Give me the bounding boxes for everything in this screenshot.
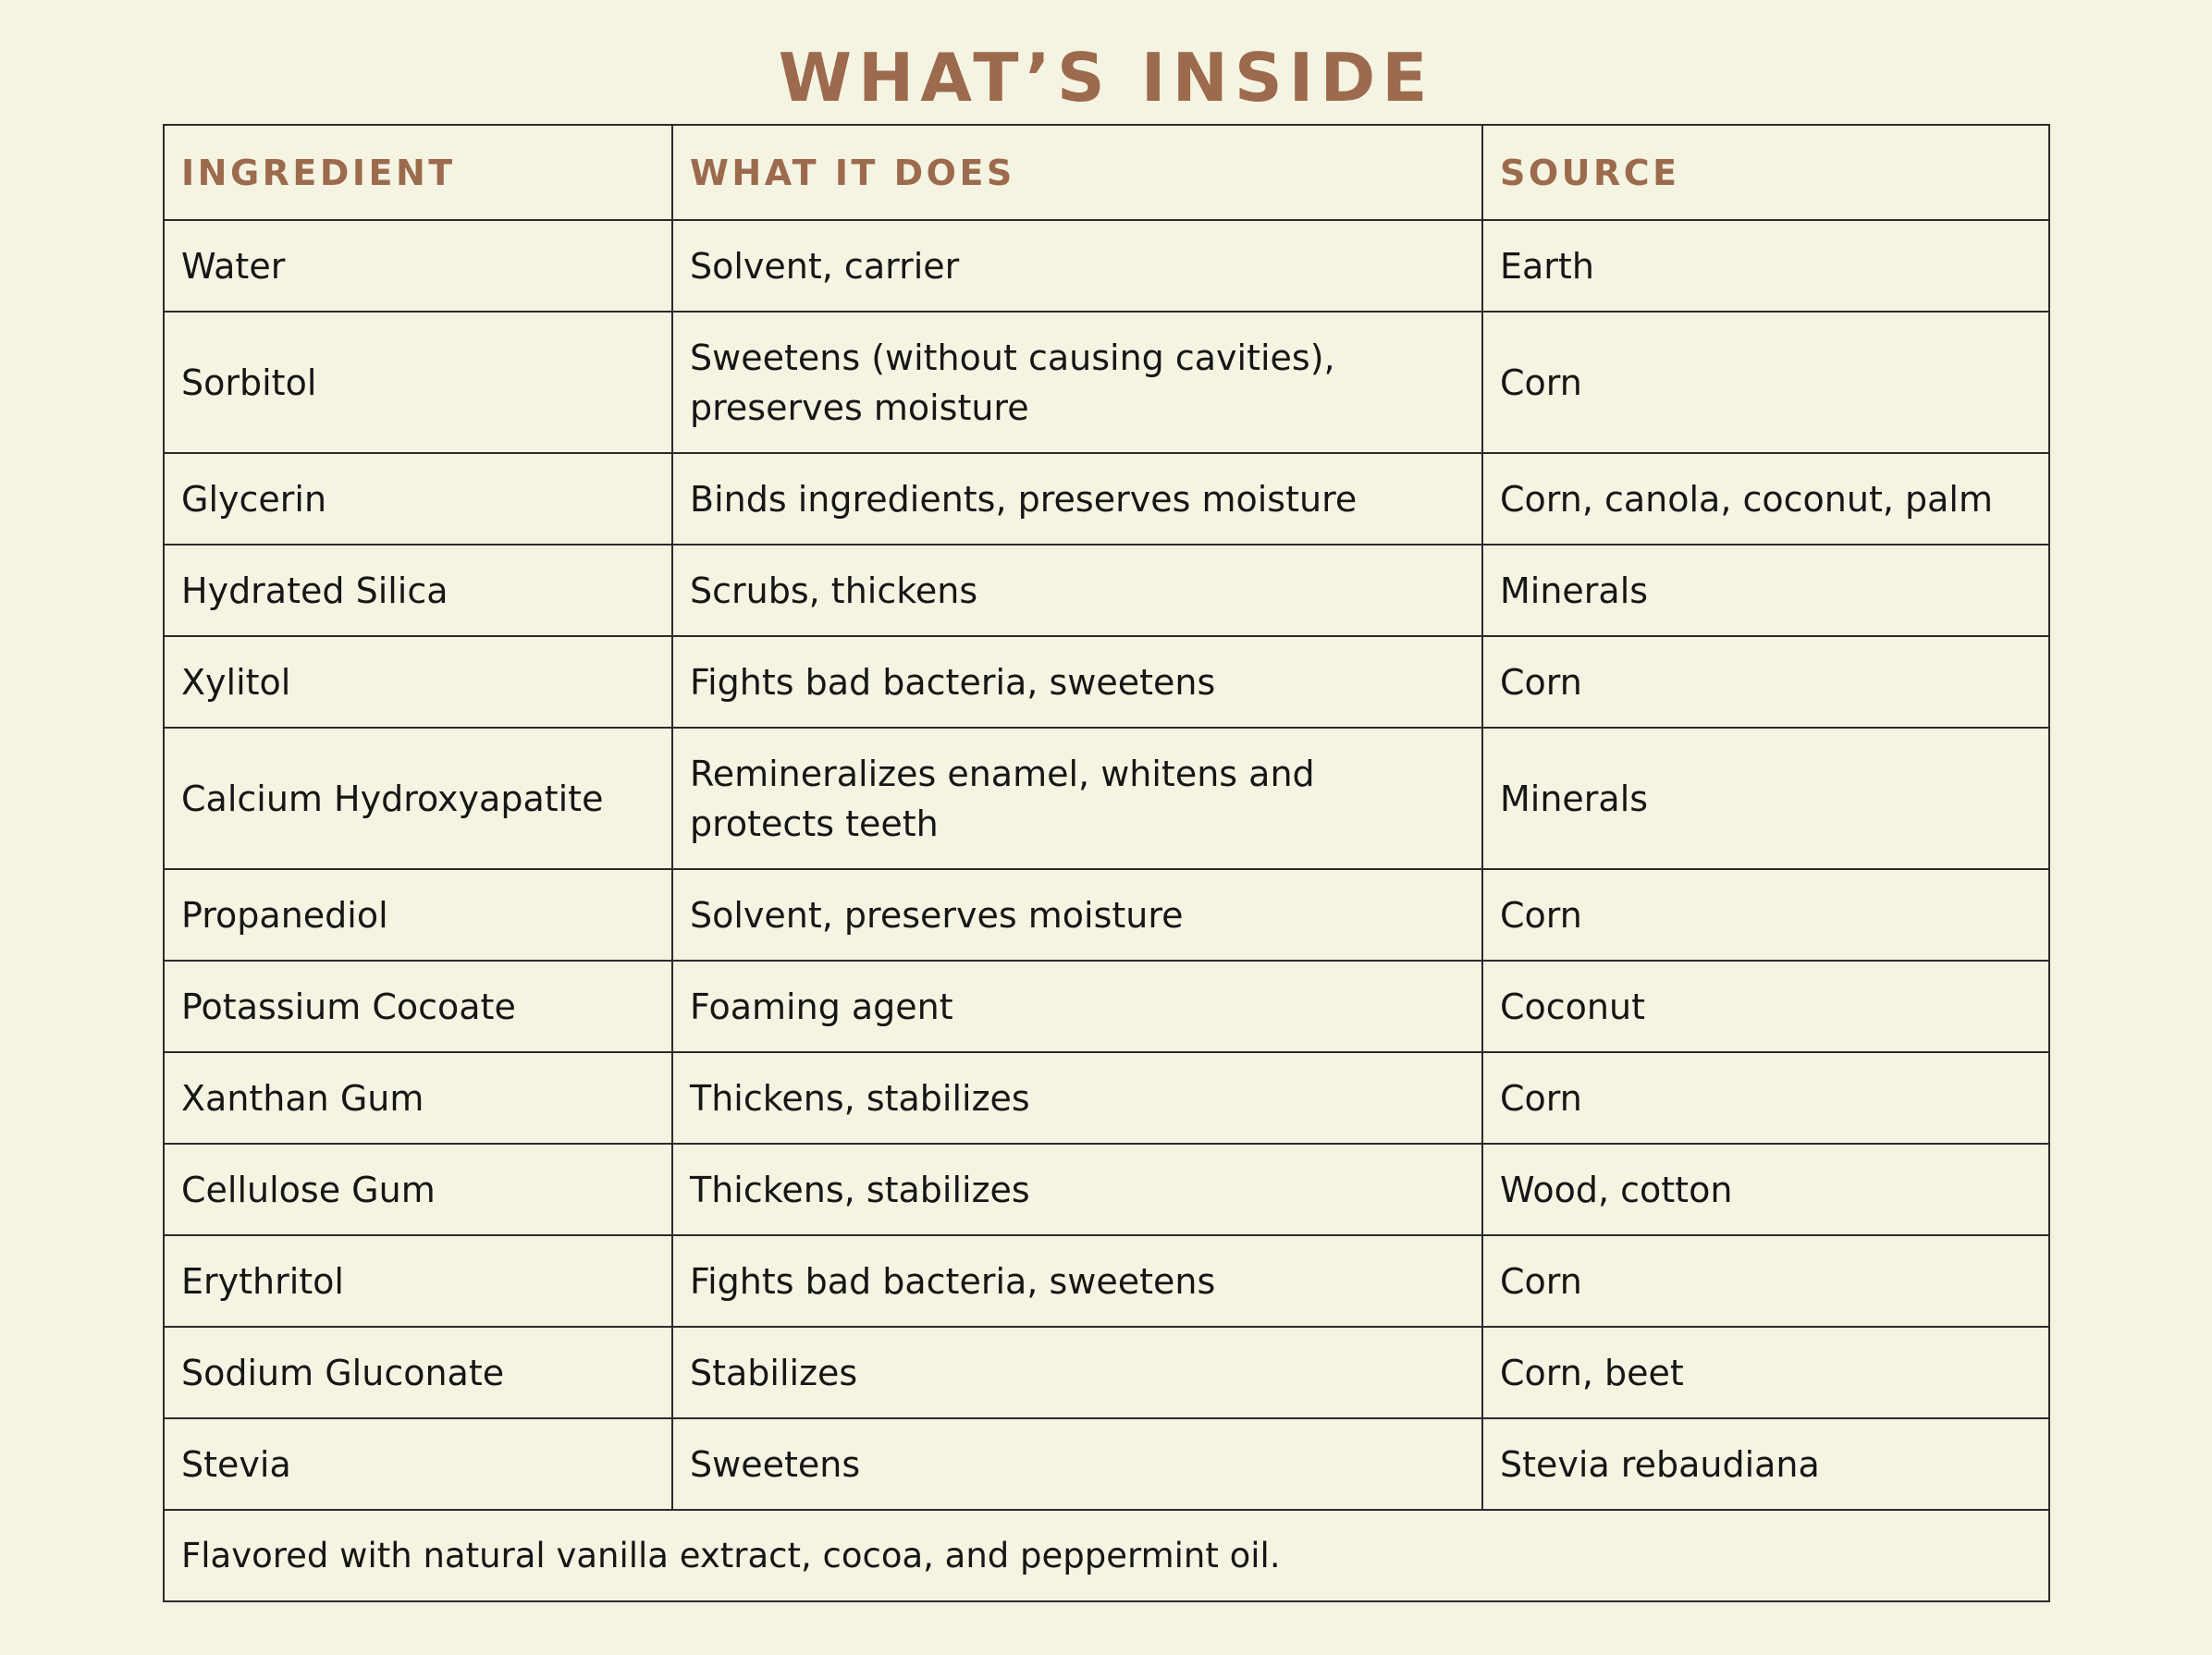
ingredient-cell: Hydrated Silica <box>164 545 672 636</box>
header-ingredient: INGREDIENT <box>164 125 672 220</box>
table-row <box>164 220 2049 312</box>
table-row <box>164 545 2049 636</box>
table-row <box>164 1327 2049 1418</box>
ingredient-cell: Glycerin <box>164 453 672 545</box>
ingredient-cell: Cellulose Gum <box>164 1144 672 1235</box>
source-cell: Corn, canola, coconut, palm <box>1482 453 2049 545</box>
ingredient-cell: Potassium Cocoate <box>164 961 672 1052</box>
ingredient-cell: Sorbitol <box>164 312 672 453</box>
ingredient-cell: Propanediol <box>164 869 672 961</box>
ingredient-cell: Xylitol <box>164 636 672 728</box>
function-cell: Fights bad bacteria, sweetens <box>672 1235 1482 1327</box>
table-row <box>164 1235 2049 1327</box>
table-row <box>164 453 2049 545</box>
ingredient-cell: Erythritol <box>164 1235 672 1327</box>
ingredient-cell: Sodium Gluconate <box>164 1327 672 1418</box>
source-cell: Wood, cotton <box>1482 1144 2049 1235</box>
function-cell: Binds ingredients, preserves moisture <box>672 453 1482 545</box>
table-row <box>164 1144 2049 1235</box>
ingredient-cell: Calcium Hydroxyapatite <box>164 728 672 869</box>
header-what-it-does: WHAT IT DOES <box>672 125 1482 220</box>
source-cell: Corn <box>1482 869 2049 961</box>
table-row <box>164 1418 2049 1510</box>
ingredients-table <box>163 124 2050 1602</box>
function-cell: Thickens, stabilizes <box>672 1144 1482 1235</box>
source-cell: Coconut <box>1482 961 2049 1052</box>
table-row <box>164 728 2049 869</box>
function-cell: Fights bad bacteria, sweetens <box>672 636 1482 728</box>
function-cell: Remineralizes enamel, whitens and protects teeth <box>672 728 1482 869</box>
source-cell: Minerals <box>1482 728 2049 869</box>
flavor-note: Flavored with natural vanilla extract, cocoa, and peppermint oil. <box>164 1510 2049 1601</box>
source-cell: Earth <box>1482 220 2049 312</box>
source-cell: Corn, beet <box>1482 1327 2049 1418</box>
function-cell: Stabilizes <box>672 1327 1482 1418</box>
source-cell: Corn <box>1482 1235 2049 1327</box>
function-cell: Solvent, preserves moisture <box>672 869 1482 961</box>
ingredient-cell: Stevia <box>164 1418 672 1510</box>
table-row <box>164 961 2049 1052</box>
function-cell: Sweetens <box>672 1418 1482 1510</box>
ingredient-cell: Xanthan Gum <box>164 1052 672 1144</box>
function-cell: Scrubs, thickens <box>672 545 1482 636</box>
function-cell: Foaming agent <box>672 961 1482 1052</box>
source-cell: Corn <box>1482 312 2049 453</box>
function-cell: Solvent, carrier <box>672 220 1482 312</box>
function-cell: Thickens, stabilizes <box>672 1052 1482 1144</box>
table-row <box>164 1052 2049 1144</box>
source-cell: Corn <box>1482 636 2049 728</box>
table-footer-row <box>164 1510 2049 1601</box>
source-cell: Stevia rebaudiana <box>1482 1418 2049 1510</box>
table-header-row <box>164 125 2049 220</box>
table-row <box>164 636 2049 728</box>
page-title: WHAT’S INSIDE <box>778 39 1434 116</box>
table-row <box>164 312 2049 453</box>
ingredient-cell: Water <box>164 220 672 312</box>
function-cell: Sweetens (without causing cavities), preserves moisture <box>672 312 1482 453</box>
source-cell: Minerals <box>1482 545 2049 636</box>
header-source: SOURCE <box>1482 125 2049 220</box>
table-row <box>164 869 2049 961</box>
source-cell: Corn <box>1482 1052 2049 1144</box>
